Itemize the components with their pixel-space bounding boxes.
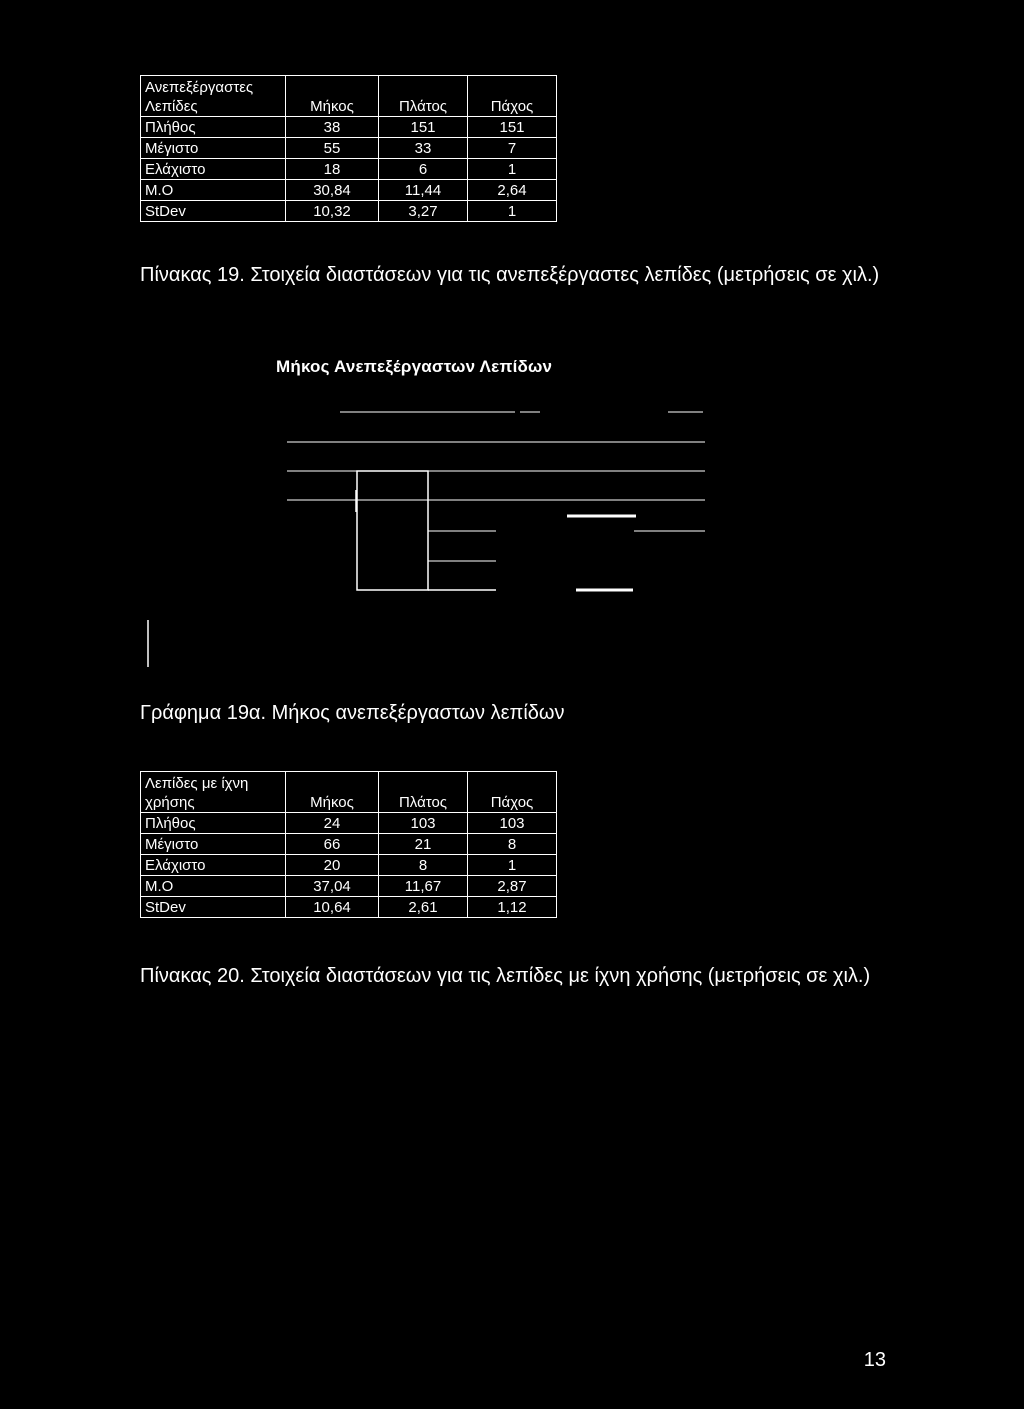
table-cell: 24 — [286, 813, 379, 834]
chart-gridlines — [287, 412, 705, 561]
table-row — [141, 834, 557, 855]
table-cell: 2,64 — [468, 180, 557, 201]
column-header-width: Πλάτος — [379, 772, 468, 813]
corner-header-line2: Λεπίδες — [145, 98, 198, 115]
table-cell: 7 — [468, 138, 557, 159]
table-cell: 11,44 — [379, 180, 468, 201]
table-cell: 66 — [286, 834, 379, 855]
table-cell: 33 — [379, 138, 468, 159]
table-cell: 20 — [286, 855, 379, 876]
table-cell: 37,04 — [286, 876, 379, 897]
row-label: Ελάχιστο — [141, 159, 286, 180]
column-header-length: Μήκος — [286, 76, 379, 117]
table-19-caption: Πίνακας 19. Στοιχεία διαστάσεων για τις ανεπεξέργαστες λεπίδες (μετρήσεις σε χιλ.) — [140, 264, 880, 286]
row-label: Μέγιστο — [141, 138, 286, 159]
table-cell: 2,61 — [379, 897, 468, 918]
table-cell: 18 — [286, 159, 379, 180]
column-header-thickness: Πάχος — [468, 772, 557, 813]
table-cell: 103 — [379, 813, 468, 834]
table-cell: 8 — [468, 834, 557, 855]
corner-header-line1: Ανεπεξέργαστες — [145, 79, 254, 96]
table-cell: 103 — [468, 813, 557, 834]
table-cell: 1,12 — [468, 897, 557, 918]
row-label: Πλήθος — [141, 117, 286, 138]
row-label: Μέγιστο — [141, 834, 286, 855]
table-row — [141, 855, 557, 876]
row-label: Μ.Ο — [141, 876, 286, 897]
chart-title: Μήκος Ανεπεξέργαστων Λεπίδων — [276, 357, 553, 376]
table-header-row — [141, 772, 557, 813]
table-cell: 10,64 — [286, 897, 379, 918]
table-cell: 151 — [379, 117, 468, 138]
row-label: StDev — [141, 897, 286, 918]
row-label: Πλήθος — [141, 813, 286, 834]
table-row — [141, 897, 557, 918]
table-cell: 55 — [286, 138, 379, 159]
column-header-thickness: Πάχος — [468, 76, 557, 117]
table-20 — [140, 771, 557, 918]
row-label: Ελάχιστο — [141, 855, 286, 876]
chart-caption: Γράφημα 19α. Μήκος ανεπεξέργαστων λεπίδων — [140, 702, 565, 724]
row-label: Μ.Ο — [141, 180, 286, 201]
table-cell: 38 — [286, 117, 379, 138]
table-row — [141, 813, 557, 834]
chart-bar — [357, 471, 428, 590]
table-cell: 21 — [379, 834, 468, 855]
table-cell: 30,84 — [286, 180, 379, 201]
table-20-caption: Πίνακας 20. Στοιχεία διαστάσεων για τις λεπίδες με ίχνη χρήσης (μετρήσεις σε χιλ.) — [140, 965, 871, 987]
table-corner-header — [141, 772, 286, 813]
table-cell: 1 — [468, 855, 557, 876]
chart-segments — [567, 516, 636, 590]
column-header-length: Μήκος — [286, 772, 379, 813]
corner-header-line1: Λεπίδες με ίχνη — [145, 775, 249, 792]
table-row — [141, 876, 557, 897]
table-cell: 1 — [468, 201, 557, 222]
row-label: StDev — [141, 201, 286, 222]
table-cell: 2,87 — [468, 876, 557, 897]
table-cell: 3,27 — [379, 201, 468, 222]
chart-plot-area — [0, 0, 1024, 700]
table-cell: 8 — [379, 855, 468, 876]
table-cell: 11,67 — [379, 876, 468, 897]
page-number: 13 — [863, 1349, 886, 1371]
table-cell: 6 — [379, 159, 468, 180]
table-cell: 151 — [468, 117, 557, 138]
table-cell: 10,32 — [286, 201, 379, 222]
corner-header-line2: χρήσης — [145, 794, 195, 811]
table-cell: 1 — [468, 159, 557, 180]
column-header-width: Πλάτος — [379, 76, 468, 117]
